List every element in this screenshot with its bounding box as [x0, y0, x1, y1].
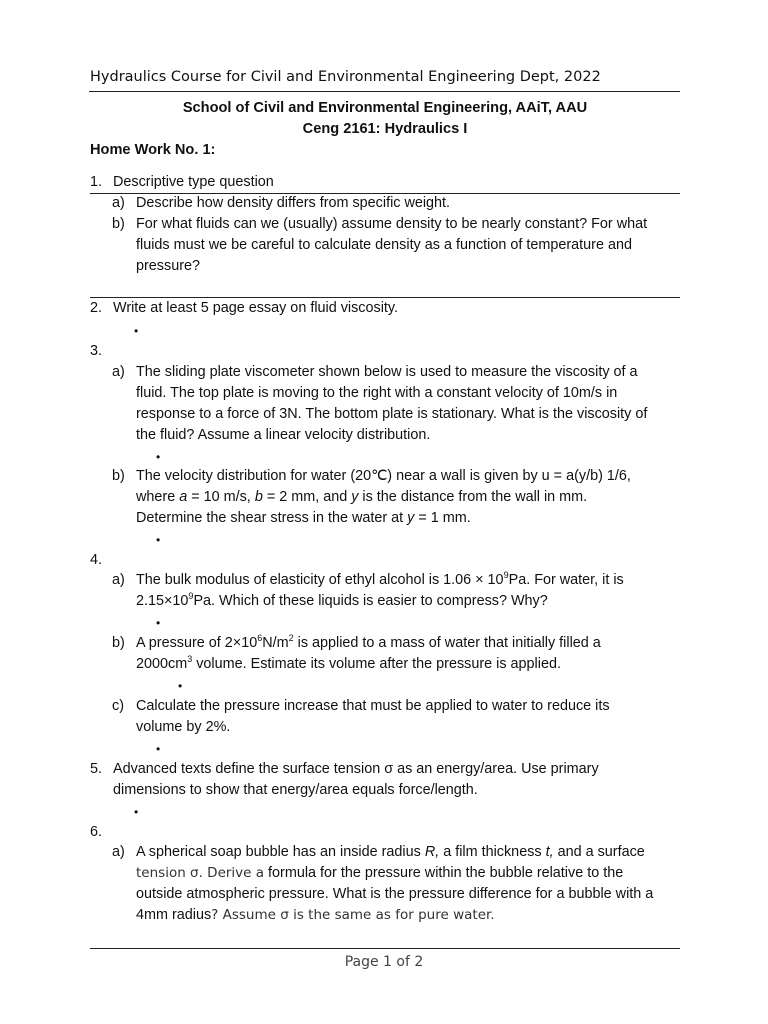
question-number: 1. [90, 174, 103, 190]
bullet: • [156, 450, 161, 464]
text: ? Assume σ is the same as for pure water. [211, 907, 495, 923]
sub-text [136, 842, 680, 863]
bullet: • [134, 324, 139, 338]
text: tension σ. Derive a [136, 865, 265, 881]
sub-text: The velocity distribution for water (20℃) near a wall is given by u = a(y/b) 1/6, [136, 468, 631, 484]
text: is applied to a mass of water that initially filled a [293, 635, 601, 651]
superscript: 9 [503, 570, 509, 581]
sub-text: Describe how density differs from specific weight. [136, 195, 451, 211]
sub-text [136, 487, 680, 508]
sub-text [136, 591, 680, 612]
sub-text: fluids must we be careful to calculate density as a function of temperature and [136, 237, 632, 253]
question-text: Write at least 5 page essay on fluid viscosity. [113, 300, 399, 316]
sub-text: Calculate the pressure increase that must be applied to water to reduce its [136, 698, 610, 714]
text: Pa. For water, it is [508, 572, 624, 588]
var-t: t, [545, 844, 554, 860]
text: A spherical soap bubble has an inside radius [136, 844, 425, 860]
sub-label: a) [112, 195, 125, 211]
text: formula for the pressure within the bubble relative to the [264, 865, 624, 881]
question-number: 5. [90, 761, 103, 777]
bullet: • [156, 533, 161, 547]
text: Determine the shear stress in the water at [136, 510, 408, 526]
text: 2.15×10 [136, 593, 189, 609]
question-number: 6. [90, 824, 103, 840]
text: and a surface [553, 844, 645, 860]
sub-label: c) [112, 698, 124, 714]
var-y: y [407, 510, 415, 526]
homework-title: Home Work No. 1: [90, 142, 216, 158]
superscript: 3 [187, 654, 193, 665]
sub-label: a) [112, 844, 125, 860]
question-text: Descriptive type question [113, 174, 274, 190]
sub-label: a) [112, 572, 125, 588]
text: where [136, 489, 180, 505]
text: a film thickness [439, 844, 546, 860]
bullet: • [156, 616, 161, 630]
text: is the distance from the wall in mm. [358, 489, 588, 505]
sub-text: pressure? [136, 258, 200, 274]
sub-text: fluid. The top plate is moving to the right with a constant velocity of 10m/s in [136, 385, 618, 401]
sub-text [136, 633, 680, 654]
text: N/m [262, 635, 289, 651]
sub-label: b) [112, 468, 125, 484]
question-number: 4. [90, 552, 103, 568]
var-a: a [179, 489, 188, 505]
bullet: • [134, 805, 139, 819]
sub-text: the fluid? Assume a linear velocity distribution. [136, 427, 431, 443]
question-number: 3. [90, 343, 103, 359]
course-title: Ceng 2161: Hydraulics I [302, 121, 468, 137]
text: = 2 mm, and [262, 489, 352, 505]
sub-text: response to a force of 3N. The bottom plate is stationary. What is the viscosity of [136, 406, 648, 422]
superscript: 9 [188, 591, 194, 602]
var-r: R, [424, 844, 440, 860]
footer-rule [90, 948, 680, 949]
text: 2000cm [136, 656, 188, 672]
text: A pressure of 2×10 [136, 635, 258, 651]
var-b: b [254, 489, 263, 505]
text: Pa. Which of these liquids is easier to compress? Why? [193, 593, 548, 609]
sub-text [136, 863, 680, 884]
sub-text [136, 654, 680, 675]
page-number: Page 1 of 2 [344, 954, 424, 970]
text: = 1 mm. [414, 510, 471, 526]
running-header: Hydraulics Course for Civil and Environmental Engineering Dept, 2022 [90, 69, 601, 85]
question-text: dimensions to show that energy/area equals force/length. [113, 782, 478, 798]
question-text: Advanced texts define the surface tension σ as an energy/area. Use primary [113, 761, 599, 777]
text: = 10 m/s, [187, 489, 255, 505]
superscript: 6 [257, 633, 263, 644]
sub-text: volume by 2%. [136, 719, 231, 735]
text: volume. Estimate its volume after the pressure is applied. [192, 656, 561, 672]
sub-label: a) [112, 364, 125, 380]
sub-text [136, 905, 680, 926]
sub-label: b) [112, 635, 125, 651]
bullet: • [178, 679, 183, 693]
school-title: School of Civil and Environmental Engineering, AAiT, AAU [182, 100, 588, 116]
text: 4mm radius [136, 907, 212, 923]
sub-text [136, 570, 680, 591]
question-number: 2. [90, 300, 103, 316]
sub-text: For what fluids can we (usually) assume density to be nearly constant? For what [136, 216, 648, 232]
sub-label: b) [112, 216, 125, 232]
text: The bulk modulus of elasticity of ethyl alcohol is 1.06 × 10 [136, 572, 504, 588]
sub-text: The sliding plate viscometer shown below is used to measure the viscosity of a [136, 364, 638, 380]
bullet: • [156, 742, 161, 756]
header-rule [89, 91, 680, 92]
superscript: 2 [288, 633, 294, 644]
sub-text: outside atmospheric pressure. What is the pressure difference for a bubble with a [136, 886, 654, 902]
sub-text [136, 508, 680, 529]
var-y: y [351, 489, 359, 505]
